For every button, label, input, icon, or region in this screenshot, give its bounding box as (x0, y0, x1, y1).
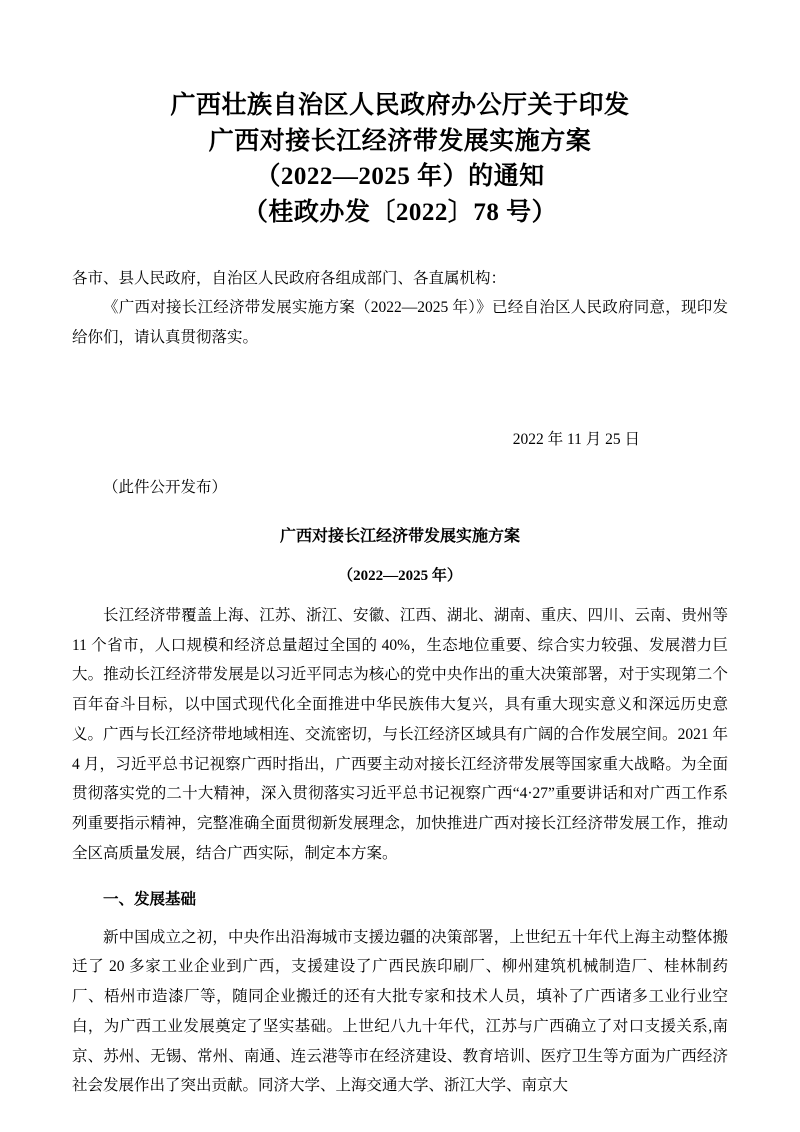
notice-body-paragraph: 《广西对接长江经济带发展实施方案（2022—2025 年）》已经自治区人民政府同意，现印发给你们，请认真贯彻落实。 (72, 299, 728, 347)
title-line-4: （桂政办发〔2022〕78 号） (242, 198, 558, 226)
section-heading-development-basis: 一、发展基础 (103, 890, 197, 908)
title-line-3: （2022—2025 年）的通知 (255, 163, 545, 190)
plan-title: 广西对接长江经济带发展实施方案 (279, 527, 520, 545)
section-1-paragraph: 新中国成立之初，中央作出沿海城市支援边疆的决策部署，上世纪五十年代上海主动整体搬迁了 20 多家工业企业到广西，支援建设了广西民族印刷厂、柳州建筑机械制造厂、桂林制药厂、梧州市造漆厂等，随同企业搬迁的还有大批专家和技术人员，填补了广西诸多工业行业空白，为广西工业发展奠定了坚实基础。上世纪八九十年代，江苏与广西确立了对口支援关系,南京、苏州、无锡、常州、南通、连云港等市在经济建设、教育培训、医疗卫生等方面为广西经济社会发展作出了突出贡献。同济大学、上海交通大学、浙江大学、南京大 (72, 928, 728, 1095)
public-release-note: （此件公开发布） (103, 478, 228, 496)
plan-subtitle: （2022—2025 年） (338, 567, 462, 584)
page-title (72, 88, 728, 230)
recipients-line: 各市、县人民政府，自治区人民政府各组成部门、各直属机构： (72, 270, 507, 287)
title-line-2: 广西对接长江经济带发展实施方案 (208, 127, 592, 155)
issue-date: 2022 年 11 月 25 日 (512, 430, 640, 448)
title-line-1: 广西壮族自治区人民政府办公厅关于印发 (170, 92, 630, 119)
intro-paragraph: 长江经济带覆盖上海、江苏、浙江、安徽、江西、湖北、湖南、重庆、四川、云南、贵州等 11 个省市，人口规模和经济总量超过全国的 40%，生态地位重要、综合实力较强、发展潜力巨大。推动长江经济带发展是以习近平同志为核心的党中央作出的重大决策部署，对于实现第二个百年奋斗目标，以中国式现代化全面推进中华民族伟大复兴，具有重大现实意义和深远历史意义。广西与长江经济带地域相连、交流密切，与长江经济区域具有广阔的合作发展空间。2021 年 4 月，习近平总书记视察广西时指出，广西要主动对接长江经济带发展等国家重大战略。为全面贯彻落实党的二十大精神，深入贯彻落实习近平总书记视察广西“4·27”重要讲话和对广西工作系列重要指示精神，完整准确全面贯彻新发展理念，加快推进广西对接长江经济带发展工作，推动全区高质量发展，结合广西实际，制定本方案。 (72, 606, 728, 862)
plan-body (72, 601, 728, 1101)
